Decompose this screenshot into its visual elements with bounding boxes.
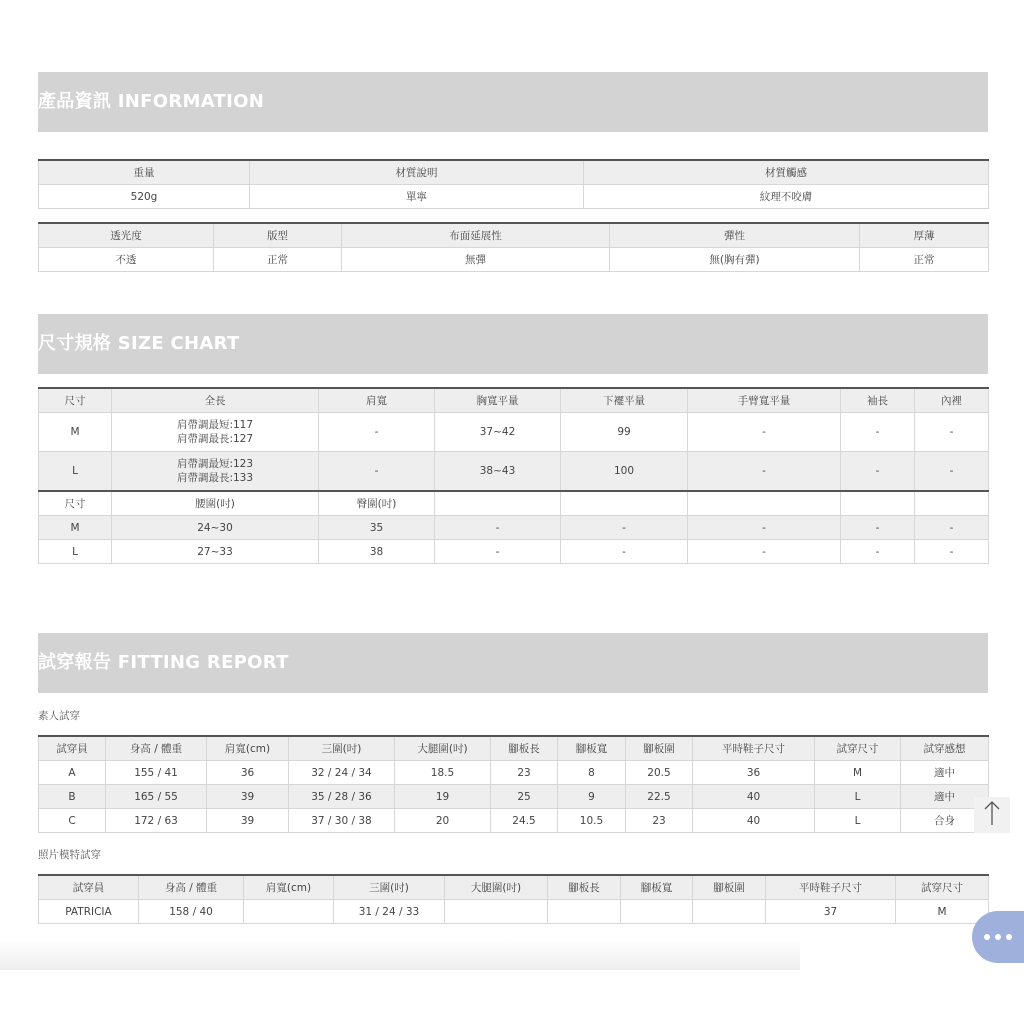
cell: 24.5: [491, 809, 558, 833]
cell: 18.5: [395, 761, 491, 785]
cell: 紋理不咬膚: [584, 185, 989, 209]
cell: 25: [491, 785, 558, 809]
header-cell: 手臂寬平量: [688, 388, 841, 413]
cell: 適中: [901, 785, 989, 809]
arrow-up-icon: [983, 800, 1001, 830]
cell: -: [688, 452, 841, 492]
header-cell: 大腿圍(吋): [395, 736, 491, 761]
info-table-properties: [38, 222, 989, 272]
cell: M: [896, 900, 989, 924]
cell: 合身: [901, 809, 989, 833]
cell: 37: [766, 900, 896, 924]
cell: 155 / 41: [106, 761, 207, 785]
model-fitting-label: 照片模特試穿: [38, 849, 101, 861]
table-row: [39, 516, 989, 540]
amateur-fitting-table: [38, 735, 989, 833]
bottom-shadow: [0, 940, 800, 970]
header-cell: 尺寸: [39, 491, 112, 516]
header-cell: 尺寸: [39, 388, 112, 413]
header-cell: [688, 491, 841, 516]
length-line: 肩帶調最長:127: [176, 433, 254, 445]
cell: -: [915, 540, 989, 564]
header-cell: 肩寬(cm): [244, 875, 334, 900]
cell: M: [39, 516, 112, 540]
size-chart-title: 尺寸規格 SIZE CHART: [38, 333, 240, 354]
cell: 32 / 24 / 34: [289, 761, 395, 785]
header-cell: 胸寬平量: [435, 388, 561, 413]
cell: 單寧: [250, 185, 584, 209]
header-cell: 版型: [214, 223, 342, 248]
cell: 39: [207, 809, 289, 833]
header-cell: 腳板長: [491, 736, 558, 761]
cell: [445, 900, 548, 924]
cell: 正常: [214, 248, 342, 272]
length-line: 肩帶調最短:123: [176, 458, 254, 470]
table-row: [39, 809, 989, 833]
table-row: [39, 452, 989, 492]
table-row: [39, 785, 989, 809]
table-header-row: [39, 160, 989, 185]
cell: 20.5: [626, 761, 693, 785]
cell: 38: [319, 540, 435, 564]
cell: [548, 900, 621, 924]
cell: -: [915, 516, 989, 540]
header-cell: 腳板圍: [693, 875, 766, 900]
cell: L: [815, 809, 901, 833]
cell: 37 / 30 / 38: [289, 809, 395, 833]
cell-length: [112, 413, 319, 452]
cell: -: [841, 516, 915, 540]
header-cell: [435, 491, 561, 516]
cell: 39: [207, 785, 289, 809]
header-cell: 內裡: [915, 388, 989, 413]
cell: 35 / 28 / 36: [289, 785, 395, 809]
cell: -: [688, 516, 841, 540]
cell: [621, 900, 693, 924]
header-cell: 透光度: [39, 223, 214, 248]
cell: -: [915, 413, 989, 452]
table-row: [39, 540, 989, 564]
cell: 20: [395, 809, 491, 833]
header-cell: 腳板寬: [621, 875, 693, 900]
cell: 8: [558, 761, 626, 785]
cell: 22.5: [626, 785, 693, 809]
header-cell: 平時鞋子尺寸: [693, 736, 815, 761]
header-cell: 肩寬(cm): [207, 736, 289, 761]
cell: C: [39, 809, 106, 833]
header-cell: 平時鞋子尺寸: [766, 875, 896, 900]
cell: -: [841, 540, 915, 564]
table-row: [39, 761, 989, 785]
size-chart-header: [38, 314, 988, 374]
amateur-fitting-label: 素人試穿: [38, 710, 80, 722]
cell: -: [915, 452, 989, 492]
cell: 無彈: [342, 248, 610, 272]
header-cell: 臀圍(吋): [319, 491, 435, 516]
cell: 27~33: [112, 540, 319, 564]
table-row: [39, 413, 989, 452]
cell-length: [112, 452, 319, 492]
more-dots-icon: [984, 934, 1012, 940]
table-header-row: [39, 736, 989, 761]
cell: -: [561, 516, 688, 540]
cell: 172 / 63: [106, 809, 207, 833]
cell: B: [39, 785, 106, 809]
length-line: 肩帶調最短:117: [176, 419, 254, 431]
header-cell: 布面延展性: [342, 223, 610, 248]
cell: 100: [561, 452, 688, 492]
header-cell: 重量: [39, 160, 250, 185]
cell: [693, 900, 766, 924]
cell: 40: [693, 809, 815, 833]
cell: 無(胸有彈): [610, 248, 860, 272]
cell: [244, 900, 334, 924]
header-cell: [915, 491, 989, 516]
cell: -: [841, 413, 915, 452]
header-cell: 厚薄: [860, 223, 989, 248]
header-cell: 試穿尺寸: [896, 875, 989, 900]
cell: 適中: [901, 761, 989, 785]
header-cell: [561, 491, 688, 516]
cell: 9: [558, 785, 626, 809]
header-cell: 腰圍(吋): [112, 491, 319, 516]
cell: 24~30: [112, 516, 319, 540]
fitting-report-header: [38, 633, 988, 693]
header-cell: 腳板寬: [558, 736, 626, 761]
header-cell: 試穿感想: [901, 736, 989, 761]
cell: 36: [207, 761, 289, 785]
header-cell: 身高 / 體重: [139, 875, 244, 900]
size-table: [38, 387, 989, 564]
cell: 520g: [39, 185, 250, 209]
cell: L: [815, 785, 901, 809]
header-cell: 三圍(吋): [289, 736, 395, 761]
info-table-material: [38, 159, 989, 209]
back-to-top-button[interactable]: [974, 797, 1010, 833]
table-header-row: [39, 388, 989, 413]
cell: 38~43: [435, 452, 561, 492]
chat-button[interactable]: [972, 911, 1024, 963]
cell: M: [815, 761, 901, 785]
cell: L: [39, 452, 112, 492]
header-cell: 腳板長: [548, 875, 621, 900]
table-subheader-row: [39, 491, 989, 516]
header-cell: 彈性: [610, 223, 860, 248]
header-cell: 下襬平量: [561, 388, 688, 413]
header-cell: 材質觸感: [584, 160, 989, 185]
header-cell: 肩寬: [319, 388, 435, 413]
header-cell: 試穿員: [39, 875, 139, 900]
cell: 不透: [39, 248, 214, 272]
cell: 23: [491, 761, 558, 785]
cell: M: [39, 413, 112, 452]
table-header-row: [39, 223, 989, 248]
cell: 19: [395, 785, 491, 809]
length-line: 肩帶調最長:133: [176, 472, 254, 484]
cell: 158 / 40: [139, 900, 244, 924]
cell: L: [39, 540, 112, 564]
cell: PATRICIA: [39, 900, 139, 924]
header-cell: 試穿員: [39, 736, 106, 761]
cell: 23: [626, 809, 693, 833]
information-title: 產品資訊 INFORMATION: [38, 91, 265, 112]
cell: -: [435, 516, 561, 540]
cell: -: [561, 540, 688, 564]
cell: -: [435, 540, 561, 564]
cell: 正常: [860, 248, 989, 272]
header-cell: 材質說明: [250, 160, 584, 185]
information-header: [38, 72, 988, 132]
header-cell: [841, 491, 915, 516]
header-cell: 大腿圍(吋): [445, 875, 548, 900]
table-row: [39, 900, 989, 924]
cell: 10.5: [558, 809, 626, 833]
cell: -: [319, 413, 435, 452]
cell: 37~42: [435, 413, 561, 452]
model-fitting-table: [38, 874, 989, 924]
fitting-report-title: 試穿報告 FITTING REPORT: [38, 652, 289, 673]
cell: 40: [693, 785, 815, 809]
cell: 31 / 24 / 33: [334, 900, 445, 924]
cell: 165 / 55: [106, 785, 207, 809]
cell: A: [39, 761, 106, 785]
header-cell: 三圍(吋): [334, 875, 445, 900]
table-header-row: [39, 875, 989, 900]
cell: -: [319, 452, 435, 492]
cell: -: [841, 452, 915, 492]
cell: -: [688, 413, 841, 452]
header-cell: 身高 / 體重: [106, 736, 207, 761]
header-cell: 全長: [112, 388, 319, 413]
header-cell: 試穿尺寸: [815, 736, 901, 761]
header-cell: 腳板圍: [626, 736, 693, 761]
table-row: [39, 248, 989, 272]
cell: 36: [693, 761, 815, 785]
table-row: [39, 185, 989, 209]
header-cell: 袖長: [841, 388, 915, 413]
cell: 35: [319, 516, 435, 540]
cell: -: [688, 540, 841, 564]
cell: 99: [561, 413, 688, 452]
